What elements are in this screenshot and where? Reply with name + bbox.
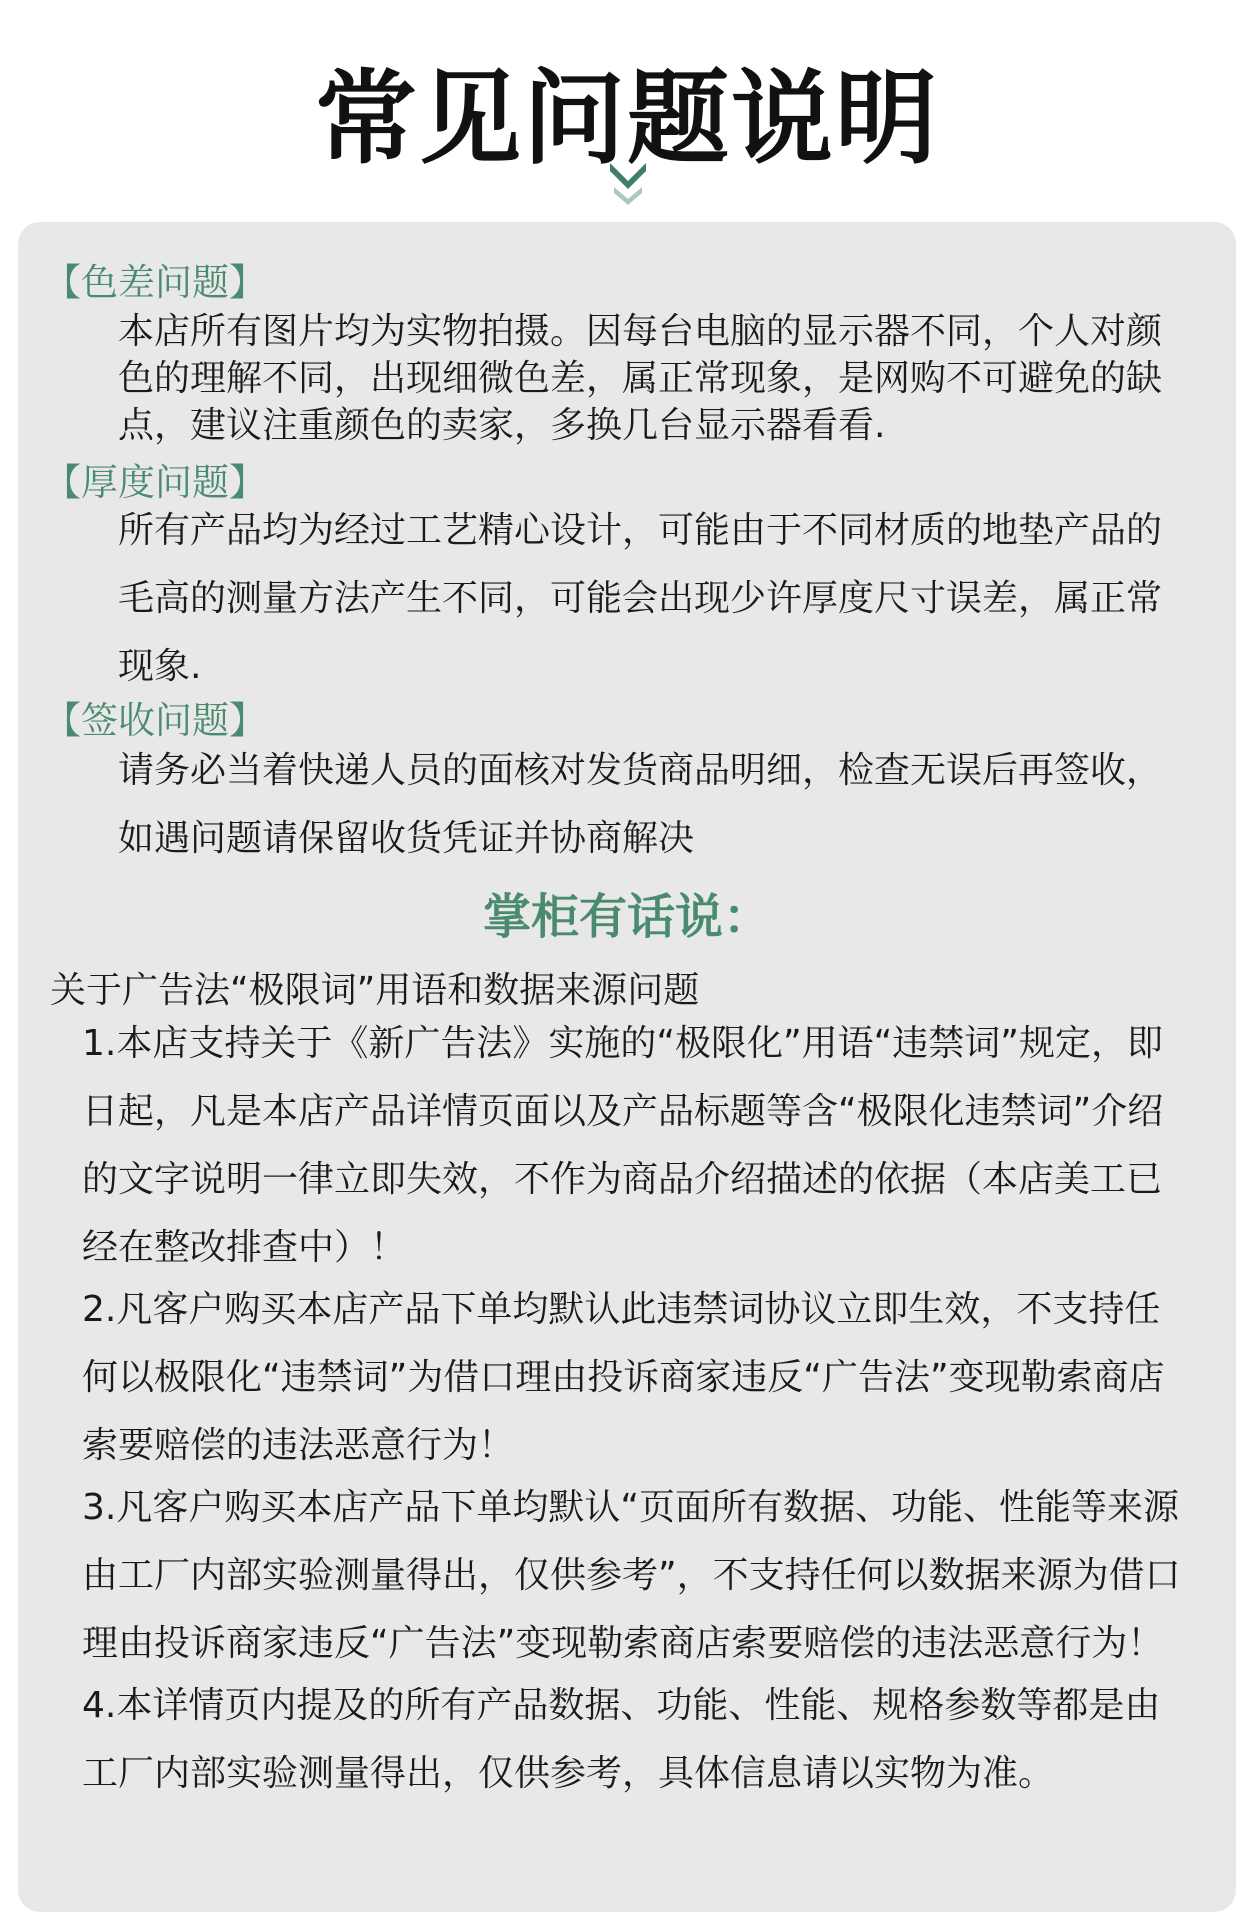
notice-item: 3.凡客户购买本店产品下单均默认“页面所有数据、功能、性能等来源由工厂内部实验测量得出，仅供参考”，不支持任何以数据来源为借口理由投诉商家违反“广告法”变现勒索商店索要赔偿的违法恶意行为！ bbox=[82, 1487, 1181, 1664]
section-heading-receipt: 【签收问题】 bbox=[44, 699, 266, 742]
section-body-thickness: 所有产品均为经过工艺精心设计，可能由于不同材质的地垫产品的毛高的测量方法产生不同，可能会出现少许厚度尺寸误差，属正常现象. bbox=[118, 510, 1163, 687]
page-title: 常见问题说明 bbox=[315, 60, 939, 179]
chevron-down-icon bbox=[610, 163, 646, 213]
section-heading-color: 【色差问题】 bbox=[44, 261, 266, 304]
section-body-color: 本店所有图片均为实物拍摄。因每台电脑的显示器不同，个人对颜色的理解不同，出现细微色差，属正常现象，是网购不可避免的缺点，建议注重颜色的卖家，多换几台显示器看看. bbox=[118, 311, 1163, 446]
boss-says-title: 掌柜有话说： bbox=[482, 889, 771, 945]
notice-item: 1.本店支持关于《新广告法》实施的“极限化”用语“违禁词”规定，即日起，凡是本店产品详情页面以及产品标题等含“极限化违禁词”介绍的文字说明一律立即失效，不作为商品介绍描述的依据（本店美工已经在整改排查中）！ bbox=[82, 1023, 1164, 1268]
notice-list bbox=[82, 1010, 1192, 1808]
notice-intro: 关于广告法“极限词”用语和数据来源问题 bbox=[50, 970, 700, 1011]
section-heading-thickness: 【厚度问题】 bbox=[44, 461, 266, 504]
notice-item: 2.凡客户购买本店产品下单均默认此违禁词协议立即生效，不支持任何以极限化“违禁词”为借口理由投诉商家违反“广告法”变现勒索商店索要赔偿的违法恶意行为！ bbox=[82, 1289, 1165, 1466]
section-body-receipt: 请务必当着快递人员的面核对发货商品明细，检查无误后再签收，如遇问题请保留收货凭证并协商解决 bbox=[118, 750, 1163, 859]
notice-item: 4.本详情页内提及的所有产品数据、功能、性能、规格参数等都是由工厂内部实验测量得出，仅供参考，具体信息请以实物为准。 bbox=[82, 1685, 1161, 1794]
